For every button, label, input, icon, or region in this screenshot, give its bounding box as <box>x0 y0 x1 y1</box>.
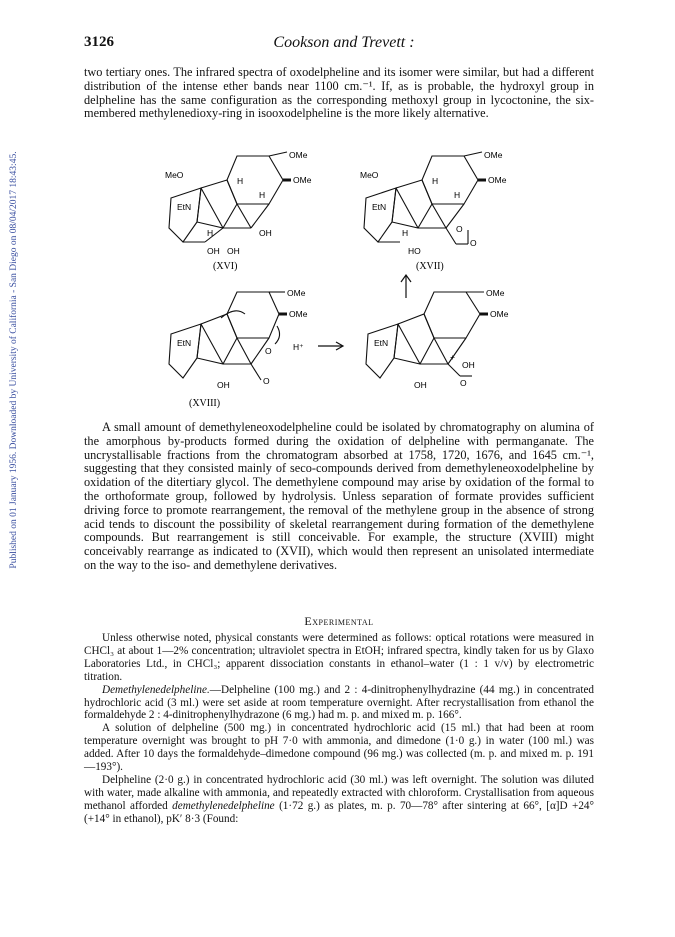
atom-etn: EtN <box>177 202 192 212</box>
atom-oh-2: OH <box>207 246 220 256</box>
structure-xvii <box>360 150 510 270</box>
atom-etn: EtN <box>374 338 389 348</box>
structure-xvi <box>165 150 315 270</box>
compound-heading: Demethylenedelpheline. <box>102 683 210 696</box>
experimental-section <box>84 632 594 826</box>
experimental-paragraph-4-text-b: (1·72 g.) as plates, m. p. 70—78° after sintering at 66°, [α]D +24° (+14° in ethanol), pK′ 8·3 (Found: <box>84 799 594 825</box>
page-number: 3126 <box>84 34 114 50</box>
intro-paragraph <box>84 66 594 121</box>
atom-o-2: O <box>470 238 477 248</box>
experimental-paragraph-4-text-a: Delpheline (2·0 g.) in concentrated hydrochloric acid (30 ml.) was left overnight. The solution was diluted with water, made alkaline with ammonia, and repeatedly extracted with chloroform. Crystallisation from aqueous methanol afforded <box>84 773 594 812</box>
atom-ome-1: OMe <box>486 288 505 298</box>
structure-xviii <box>165 284 325 414</box>
atom-meo: MeO <box>165 170 184 180</box>
structure-xvii-label: (XVII) <box>416 261 444 272</box>
atom-h-3: H <box>402 228 409 238</box>
intro-paragraph-text: two tertiary ones. The infrared spectra of oxodelpheline and its isomer were similar, but had a different distribution of the intense ether bands near 1100 cm.⁻¹. If, as is probable, the hydroxyl group in delpheline has the same configuration as the corresponding methoxyl group in lycoctonine, the six-membered methylenedioxy-ring in isooxodelpheline is the more likely alternative. <box>84 65 594 121</box>
atom-h-plus: H⁺ <box>293 342 304 352</box>
discussion-paragraph <box>84 421 594 573</box>
experimental-paragraph-2-text: —Delpheline (100 mg.) and 2 : 4-dinitrophenylhydrazine (44 mg.) in concentrated hydrochloric acid (3 ml.) were set aside at room temperature overnight. After recrystallisation from ethanol the formaldehyde 2 : 4-dinitrophenylhydrazone (6 mg.) had m. p. and mixed m. p. 166°. <box>84 683 594 722</box>
atom-ome-1: OMe <box>287 288 306 298</box>
running-title: Cookson and Trevett : <box>273 34 415 51</box>
atom-oh-3: OH <box>227 246 240 256</box>
discussion-paragraph-text: A small amount of demethyleneoxodelpheline could be isolated by chromatography on alumina of the amorphous by-products formed during the oxidation of delpheline with permanganate. The uncrystallisable fractions from the chromatogram absorbed at 1758, 1720, 1676, and 1645 cm.⁻¹, suggesting that they consisted mainly of seco-compounds derived from demethyleneoxodelpheline by oxidation of the ditertiary glycol. The demethylene compound may arise by oxidation of the formal to the orthoformate group, followed by hydrolysis. Unless separation of formate provides sufficient driving force to promote rearrangement, the removal of the methylene group in the absence of strong acid tends to discount the possibility of skeletal rearrangement during formation of the demethylene compounds. But rearrangement is still conceivable. For example, the structure (XVIII) might conceivably rearrange as indicated to (XVII), which would then represent an unisolated intermediate on the way to the iso- and demethylene derivatives. <box>84 420 594 572</box>
atom-h-2: H <box>454 190 461 200</box>
structure-xviii-drawing <box>165 284 325 409</box>
atom-ho: HO <box>408 246 421 256</box>
structure-product-drawing <box>362 284 512 394</box>
atom-ome-1: OMe <box>289 150 308 160</box>
atom-ome-1: OMe <box>484 150 503 160</box>
structure-xvi-drawing <box>165 150 315 272</box>
atom-plus: + <box>450 352 455 362</box>
atom-oh-1: OH <box>259 228 272 238</box>
arrow-right-icon <box>316 340 346 352</box>
atom-o-2: O <box>263 376 270 386</box>
section-heading: Experimental <box>304 614 374 628</box>
atom-h-1: H <box>432 176 439 186</box>
structure-xvi-label: (XVI) <box>213 261 238 272</box>
atom-ome-2: OMe <box>490 309 509 319</box>
atom-oh: OH <box>217 380 230 390</box>
atom-ome-2: OMe <box>293 175 312 185</box>
compound-name: demethylenedelpheline <box>172 799 275 812</box>
download-watermark-text[interactable]: Published on 01 January 1956. Downloaded by University of California - San Diego on 08/04/2017 18:43:45. <box>9 151 19 569</box>
structure-product <box>362 284 512 399</box>
atom-etn: EtN <box>372 202 387 212</box>
atom-o-1: O <box>456 224 463 234</box>
atom-h-1: H <box>237 176 244 186</box>
atom-o-1: O <box>265 346 272 356</box>
atom-h-3: H <box>207 228 214 238</box>
experimental-paragraph-1: Unless otherwise noted, physical constants were determined as follows: optical rotations were measured in CHCl₃ at about 1—2% concentration; ultraviolet spectra in EtOH; infrared spectra, kindly taken for us by Glaxo Laboratories Ltd., in CHCl₃; apparent dissociation constants in ethanol–water (1 : 1 v/v) by electrometric titration. <box>84 632 594 683</box>
structure-xviii-label: (XVIII) <box>189 398 221 409</box>
atom-h-2: H <box>259 190 266 200</box>
structure-xvii-drawing <box>360 150 510 272</box>
experimental-paragraph-2 <box>84 684 594 723</box>
experimental-paragraph-3: A solution of delpheline (500 mg.) in concentrated hydrochloric acid (15 ml.) that had been at room temperature overnight was brought to pH 7·0 with ammonia, and dimedone (1·0 g.) in water (100 ml.) was added. After 10 days the formaldehyde–dimedone compound (96 mg.) was collected (m. p. and mixed m. p. 191—193°). <box>84 722 594 774</box>
atom-oh-1: OH <box>462 360 475 370</box>
atom-ome-2: OMe <box>488 175 507 185</box>
atom-o: O <box>460 378 467 388</box>
atom-oh-2: OH <box>414 380 427 390</box>
atom-meo: MeO <box>360 170 379 180</box>
atom-ome-2: OMe <box>289 309 308 319</box>
page-header <box>84 34 604 54</box>
atom-etn: EtN <box>177 338 192 348</box>
download-watermark <box>8 130 20 590</box>
experimental-paragraph-4 <box>84 774 594 826</box>
